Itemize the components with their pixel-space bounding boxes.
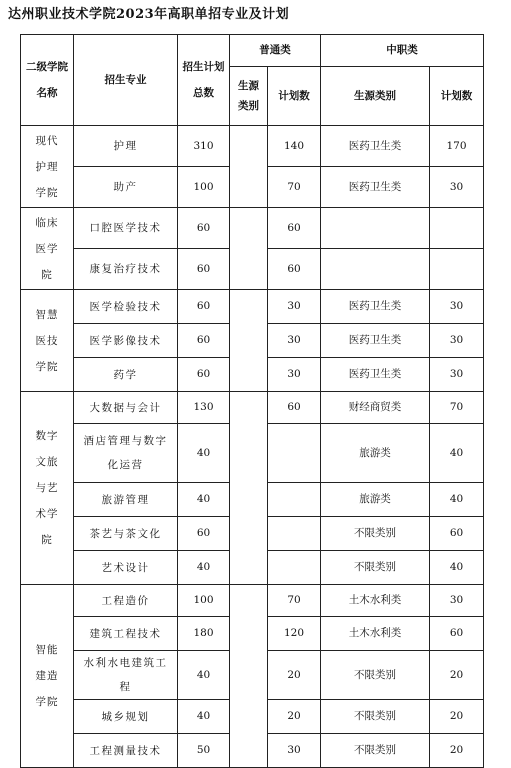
vocational-count: 30 [430,324,484,358]
major-name: 工程测量技术 [74,734,178,768]
general-count: 60 [268,208,321,249]
total-count: 100 [178,167,230,208]
general-count [268,483,321,517]
enrollment-plan-table [20,34,484,768]
general-count: 120 [268,617,321,651]
total-count: 40 [178,483,230,517]
vocational-count: 20 [430,734,484,768]
vocational-count: 20 [430,700,484,734]
general-count: 70 [268,167,321,208]
general-count [268,424,321,483]
vocational-source: 土木水利类 [321,585,430,617]
vocational-source: 医药卫生类 [321,358,430,392]
table-row [21,290,484,324]
vocational-count: 40 [430,551,484,585]
major-name: 水利水电建筑工程 [74,651,178,700]
vocational-source: 财经商贸类 [321,392,430,424]
vocational-source [321,208,430,249]
general-count: 60 [268,392,321,424]
vocational-count: 30 [430,290,484,324]
table-row [21,585,484,617]
total-count: 60 [178,290,230,324]
general-source [230,392,268,585]
vocational-source: 土木水利类 [321,617,430,651]
vocational-source: 医药卫生类 [321,167,430,208]
vocational-source: 医药卫生类 [321,290,430,324]
total-count: 100 [178,585,230,617]
major-name: 医学影像技术 [74,324,178,358]
general-count: 30 [268,290,321,324]
general-count [268,517,321,551]
general-count: 30 [268,734,321,768]
table-row [21,392,484,424]
header-vocational-count: 计划数 [430,67,484,126]
major-name: 康复治疗技术 [74,249,178,290]
general-source [230,208,268,290]
vocational-count [430,208,484,249]
vocational-count [430,249,484,290]
header-total: 招生计划总数 [178,35,230,126]
general-source [230,290,268,392]
vocational-source: 旅游类 [321,424,430,483]
major-name: 艺术设计 [74,551,178,585]
vocational-source: 不限类别 [321,651,430,700]
total-count: 40 [178,551,230,585]
general-count: 20 [268,651,321,700]
general-source [230,126,268,208]
general-count: 20 [268,700,321,734]
vocational-count: 170 [430,126,484,167]
header-vocational-group: 中职类 [321,35,484,67]
vocational-count: 40 [430,424,484,483]
total-count: 310 [178,126,230,167]
vocational-count: 30 [430,358,484,392]
vocational-source: 旅游类 [321,483,430,517]
header-major: 招生专业 [74,35,178,126]
college-name: 智慧医技学院 [21,290,74,392]
header-general-count: 计划数 [268,67,321,126]
vocational-count: 70 [430,392,484,424]
total-count: 130 [178,392,230,424]
vocational-source: 不限类别 [321,700,430,734]
vocational-count: 20 [430,651,484,700]
total-count: 60 [178,208,230,249]
vocational-count: 30 [430,585,484,617]
major-name: 工程造价 [74,585,178,617]
vocational-count: 30 [430,167,484,208]
vocational-source: 不限类别 [321,517,430,551]
college-name: 智能建造学院 [21,585,74,768]
major-name: 大数据与会计 [74,392,178,424]
major-name: 旅游管理 [74,483,178,517]
major-name: 酒店管理与数字化运营 [74,424,178,483]
vocational-source: 医药卫生类 [321,324,430,358]
header-general-group: 普通类 [230,35,321,67]
header-row-top [21,35,484,67]
header-college: 二级学院名称 [21,35,74,126]
vocational-source: 医药卫生类 [321,126,430,167]
page-title: 达州职业技术学院2023年高职单招专业及计划 [8,7,290,22]
major-name: 茶艺与茶文化 [74,517,178,551]
major-name: 建筑工程技术 [74,617,178,651]
total-count: 60 [178,249,230,290]
general-count: 30 [268,324,321,358]
college-name: 数字文旅与艺术学院 [21,392,74,585]
vocational-source [321,249,430,290]
header-general-source: 生源类别 [230,67,268,126]
general-count [268,551,321,585]
total-count: 50 [178,734,230,768]
total-count: 60 [178,517,230,551]
total-count: 40 [178,424,230,483]
table-row [21,208,484,249]
major-name: 口腔医学技术 [74,208,178,249]
total-count: 40 [178,651,230,700]
major-name: 城乡规划 [74,700,178,734]
vocational-count: 40 [430,483,484,517]
total-count: 40 [178,700,230,734]
major-name: 助产 [74,167,178,208]
general-count: 140 [268,126,321,167]
vocational-count: 60 [430,517,484,551]
major-name: 医学检验技术 [74,290,178,324]
general-count: 60 [268,249,321,290]
general-count: 30 [268,358,321,392]
major-name: 药学 [74,358,178,392]
general-count: 70 [268,585,321,617]
vocational-count: 60 [430,617,484,651]
table-row [21,126,484,167]
major-name: 护理 [74,126,178,167]
header-vocational-source: 生源类别 [321,67,430,126]
college-name: 现代护理学院 [21,126,74,208]
total-count: 180 [178,617,230,651]
vocational-source: 不限类别 [321,734,430,768]
total-count: 60 [178,324,230,358]
total-count: 60 [178,358,230,392]
general-source [230,585,268,768]
vocational-source: 不限类别 [321,551,430,585]
college-name: 临床医学院 [21,208,74,290]
